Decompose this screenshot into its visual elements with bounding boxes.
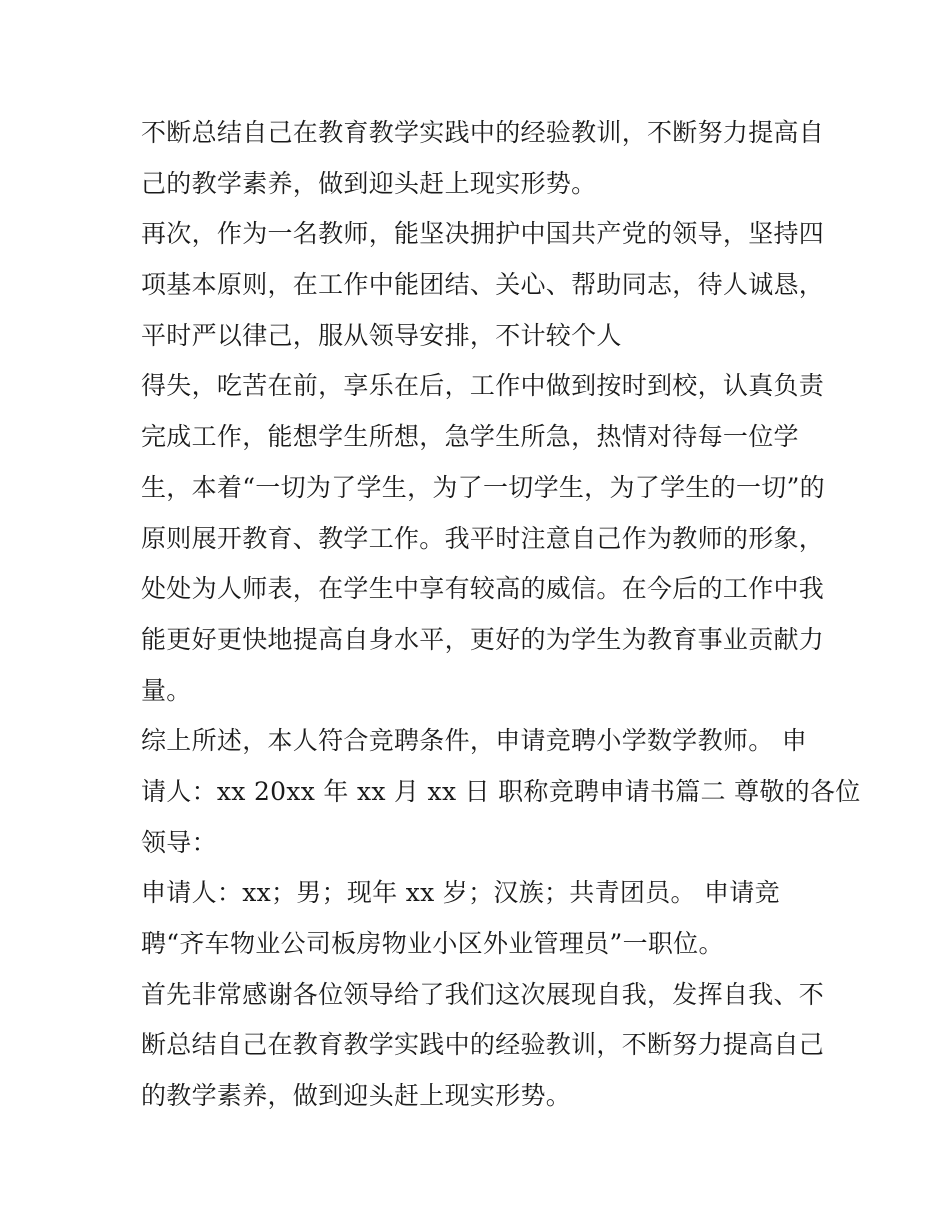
text-line: 请人：xx 20xx 年 xx 月 xx 日 职称竞聘申请书篇二 尊敬的各位 (141, 776, 861, 806)
text-line: 能更好更快地提高自身水平，更好的为学生为教育事业贡献力 (141, 624, 825, 654)
text-line: 再次，作为一名教师，能坚决拥护中国共产党的领导，坚持四 (141, 219, 825, 249)
text-line: 量。 (141, 675, 192, 705)
text-line: 断总结自己在教育教学实践中的经验教训，不断努力提高自己 (141, 1030, 825, 1060)
text-line: 领导： (141, 827, 217, 857)
text-line: 原则展开教育、教学工作。我平时注意自己作为教师的形象， (141, 523, 825, 553)
text-line: 综上所述，本人符合竞聘条件，申请竞聘小学数学教师。 申 (141, 726, 808, 756)
text-line: 首先非常感谢各位领导给了我们这次展现自我，发挥自我、不 (141, 979, 825, 1009)
text-line: 的教学素养，做到迎头赶上现实形势。 (141, 1081, 572, 1111)
text-line: 不断总结自己在教育教学实践中的经验教训，不断努力提高自 (141, 118, 825, 147)
text-line: 聘“齐车物业公司板房物业小区外业管理员”一职位。 (141, 929, 724, 958)
text-line: 己的教学素养，做到迎头赶上现实形势。 (141, 168, 597, 198)
text-line: 平时严以律己，服从领导安排，不计较个人 (141, 320, 622, 350)
text-line: 生，本着“一切为了学生，为了一切学生，为了学生的一切”的 (141, 472, 825, 502)
text-line: 申请人：xx；男；现年 xx 岁；汉族；共青团员。 申请竞 (141, 878, 780, 908)
document-body (141, 108, 861, 1122)
text-line: 完成工作，能想学生所想，急学生所急，热情对待每一位学 (141, 422, 799, 452)
text-line: 项基本原则，在工作中能团结、关心、帮助同志，待人诚恳， (141, 270, 825, 300)
text-line: 处处为人师表，在学生中享有较高的威信。在今后的工作中我 (141, 574, 825, 604)
text-line: 得失，吃苦在前，享乐在后，工作中做到按时到校，认真负责 (141, 371, 825, 401)
